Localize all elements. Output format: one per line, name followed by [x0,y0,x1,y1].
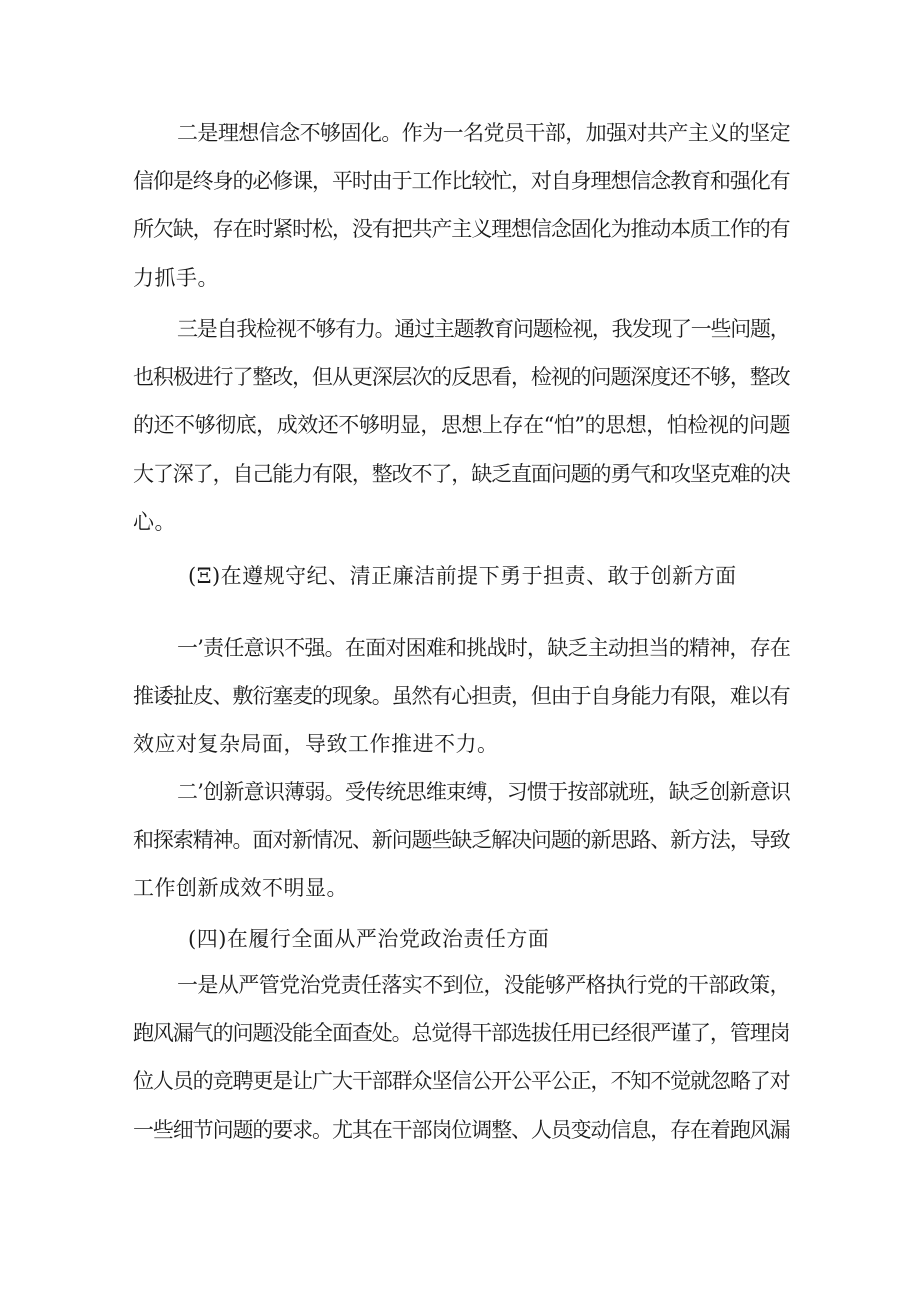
paragraph-1-line-2: 信仰是终身的必修课，平时由于工作比较忙，对自身理想信念教育和强化有 [133,169,790,193]
paragraph-3-line-3: 效应对复杂局面，导致工作推进不力。 [133,732,499,756]
paragraph-2-line-5: 心。 [133,510,176,534]
paragraph-1-line-3: 所欠缺，存在时紧时松，没有把共产主义理想信念固化为推动本质工作的有 [133,217,790,241]
paragraph-4-line-1: 二’创新意识薄弱。受传统思维束缚，习惯于按部就班，缺乏创新意识 [177,780,791,804]
section-heading-4: (四)在履行全面从严治党政治责任方面 [188,927,550,951]
section-heading-3: (Ξ)在遵规守纪、清正廉洁前提下勇于担责、敢于创新方面 [188,564,737,588]
paragraph-4-line-3: 工作创新成效不明显。 [133,876,348,900]
paragraph-5-line-3: 位人员的竞聘更是让广大干部群众坚信公开公平公正，不知不觉就忽略了对 [133,1069,790,1093]
paragraph-2-line-1: 三是自我检视不够有力。通过主题教育问题检视，我发现了一些问题， [177,317,790,341]
paragraph-2-line-4: 大了深了，自己能力有限，整改不了，缺乏直面问题的勇气和攻坚克难的决 [133,462,790,486]
paragraph-4-line-2: 和探索精神。面对新情况、新问题些缺乏解决问题的新思路、新方法，导致 [133,828,790,852]
paragraph-5-line-4: 一些细节问题的要求。尤其在干部岗位调整、人员变动信息，存在着跑风漏 [133,1118,790,1142]
paragraph-1-line-4: 力抓手。 [133,266,219,290]
paragraph-1-line-1: 二是理想信念不够固化。作为一名党员干部，加强对共产主义的坚定 [177,121,790,145]
paragraph-3-line-2: 推诿扯皮、敷衍塞麦的现象。虽然有心担责，但由于自身能力有限，难以有 [133,684,790,708]
paragraph-2-line-3: 的还不够彻底，成效还不够明显，思想上存在“怕”的思想，怕检视的问题 [133,413,790,437]
paragraph-2-line-2: 也积极进行了整改，但从更深层次的反思看，检视的问题深度还不够，整改 [133,365,790,389]
paragraph-3-line-1: 一’责任意识不强。在面对困难和挑战时，缺乏主动担当的精神，存在 [177,636,791,660]
paragraph-5-line-1: 一是从严管党治党责任落实不到位，没能够严格执行党的干部政策， [177,973,790,997]
paragraph-5-line-2: 跑风漏气的问题没能全面查处。总觉得干部选拔任用已经很严谨了，管理岗 [133,1021,790,1045]
